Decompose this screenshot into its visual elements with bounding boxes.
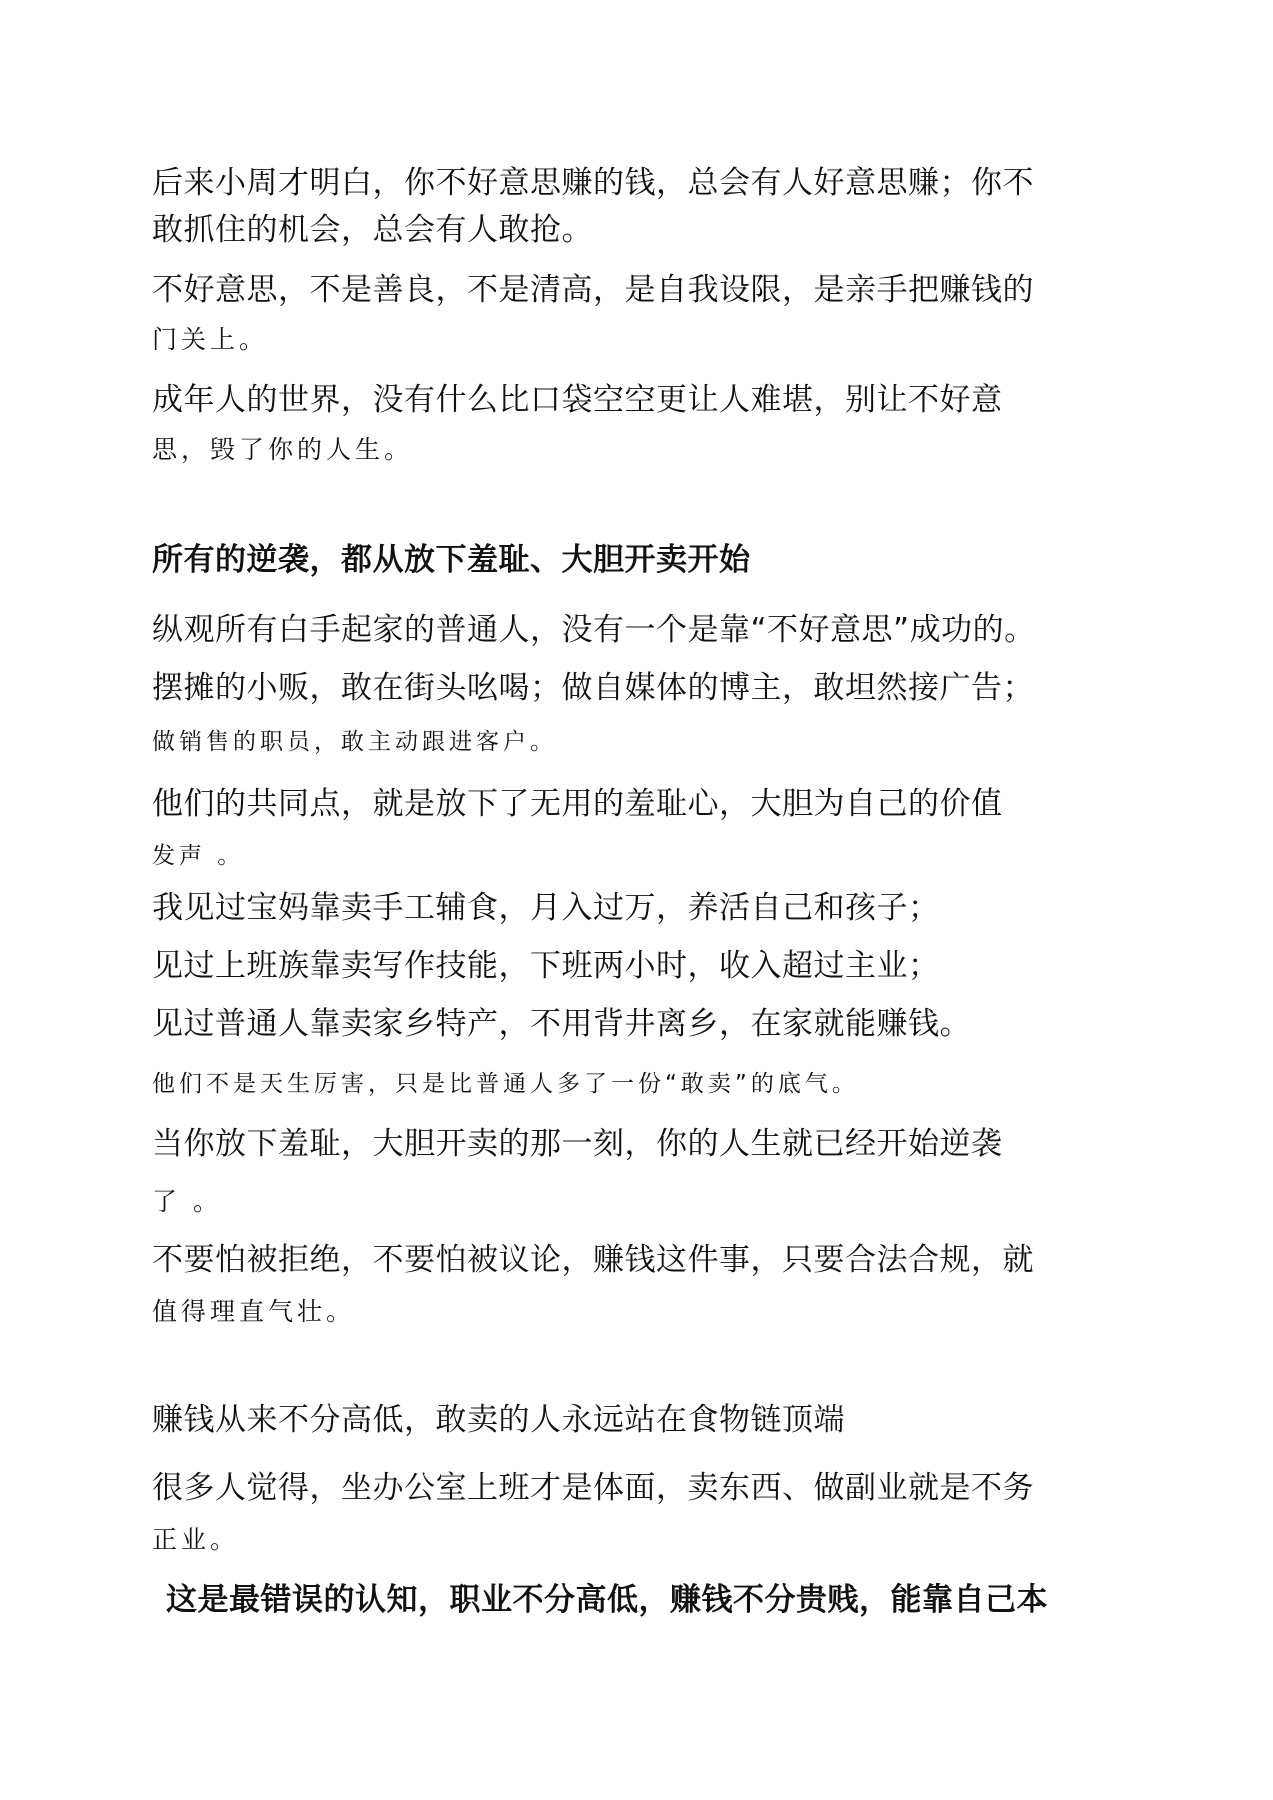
- paragraph-line: 正业。: [152, 1525, 240, 1554]
- paragraph-line: 当你放下羞耻，大胆开卖的那一刻，你的人生就已经开始逆袭: [152, 1126, 1003, 1162]
- paragraph-line: 了 。: [152, 1187, 222, 1216]
- paragraph-line: 门关上。: [152, 325, 269, 354]
- paragraph-line: 成年人的世界，没有什么比口袋空空更让人难堪，别让不好意: [152, 382, 1003, 418]
- paragraph-line: 我见过宝妈靠卖手工辅食，月入过万，养活自己和孩子；: [152, 890, 940, 926]
- section-heading: 所有的逆袭，都从放下羞耻、大胆开卖开始: [152, 542, 751, 578]
- paragraph-line: 纵观所有白手起家的普通人，没有一个是靠“不好意思”成功的。: [152, 612, 1036, 648]
- paragraph-line: 他们不是天生厉害，只是比普通人多了一份“敢卖”的底气。: [152, 1071, 859, 1097]
- paragraph-line: 他们的共同点，就是放下了无用的羞耻心，大胆为自己的价值: [152, 786, 1003, 822]
- paragraph-line: 不好意思，不是善良，不是清高，是自我设限，是亲手把赚钱的: [152, 272, 1034, 308]
- paragraph-line: 思，毁了你的人生。: [152, 435, 414, 464]
- paragraph-line: 做销售的职员，敢主动跟进客户。: [152, 729, 557, 755]
- paragraph-line: 敢抓住的机会，总会有人敢抢。: [152, 212, 593, 248]
- paragraph-line: 见过上班族靠卖写作技能，下班两小时，收入超过主业；: [152, 948, 940, 984]
- paragraph-line: 很多人觉得，坐办公室上班才是体面，卖东西、做副业就是不务: [152, 1470, 1034, 1506]
- paragraph-line: 后来小周才明白，你不好意思赚的钱，总会有人好意思赚；你不: [152, 165, 1034, 201]
- paragraph-line: 值得理直气壮。: [152, 1297, 356, 1326]
- paragraph-line: 发声 。: [152, 843, 245, 869]
- section-heading: 赚钱从来不分高低，敢卖的人永远站在食物链顶端: [152, 1402, 845, 1438]
- paragraph-line: 摆摊的小贩，敢在街头吆喝；做自媒体的博主，敢坦然接广告；: [152, 670, 1034, 706]
- paragraph-line: 这是最错误的认知，职业不分高低，赚钱不分贵贱，能靠自己本: [166, 1582, 1048, 1618]
- paragraph-line: 不要怕被拒绝，不要怕被议论，赚钱这件事，只要合法合规，就: [152, 1242, 1034, 1278]
- paragraph-line: 见过普通人靠卖家乡特产，不用背井离乡，在家就能赚钱。: [152, 1006, 971, 1042]
